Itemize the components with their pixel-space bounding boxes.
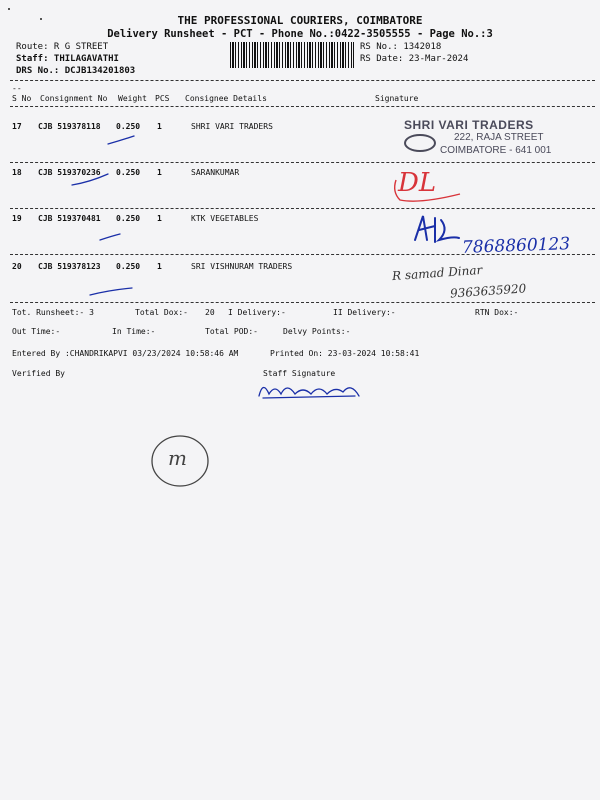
route-label: Route: R G STREET	[16, 42, 109, 52]
row-pcs: 1	[157, 168, 162, 177]
row-consignee: KTK VEGETABLES	[191, 214, 259, 223]
row-consignment: CJB 519378123	[38, 262, 101, 271]
col-header-consignment: Consignment No	[40, 94, 108, 103]
handwritten-phone: 7868860123	[461, 234, 571, 258]
company-title: THE PROFESSIONAL COURIERS, COIMBATORE	[177, 14, 423, 27]
tot-runsheet: Tot. Runsheet:- 3	[12, 308, 94, 317]
col-header-sno: S No	[12, 94, 32, 103]
rs-number: RS No.: 1342018	[360, 42, 442, 52]
staff-signature-mark	[255, 376, 370, 404]
in-time: In Time:-	[112, 327, 156, 336]
dash-mark: --	[12, 84, 22, 93]
signature-red-mark	[390, 176, 470, 206]
verified-by: Verified By	[12, 369, 65, 378]
row-consignment: CJB 519378118	[38, 122, 101, 131]
total-dox-label: Total Dox:-	[135, 308, 188, 317]
row-pcs: 1	[157, 214, 162, 223]
col-header-signature: Signature	[375, 94, 419, 103]
i-delivery: I Delivery:-	[228, 308, 286, 317]
col-header-consignee: Consignee Details	[185, 94, 267, 103]
handwritten-phone: 9363635920	[449, 281, 527, 301]
row-consignee: SHRI VARI TRADERS	[191, 122, 273, 131]
row-weight: 0.250	[116, 262, 141, 271]
row-weight: 0.250	[116, 168, 141, 177]
row-consignee: SARANKUMAR	[191, 168, 240, 177]
rs-date: RS Date: 23-Mar-2024	[360, 54, 469, 64]
rtn-dox: RTN Dox:-	[475, 308, 519, 317]
divider	[10, 302, 595, 303]
signature-scribble	[405, 210, 465, 250]
out-time: Out Time:-	[12, 327, 61, 336]
company-stamp	[398, 118, 568, 160]
row-weight: 0.250	[116, 122, 141, 131]
row-consignee: SRI VISHNURAM TRADERS	[191, 262, 293, 271]
row-pcs: 1	[157, 262, 162, 271]
divider	[10, 106, 595, 107]
runsheet-title: Delivery Runsheet - PCT - Phone No.:0422-3505555 - Page No.:3	[107, 28, 493, 40]
stamp-address: 222, RAJA STREET	[454, 132, 544, 143]
handwritten-name: R samad Dinar	[391, 262, 483, 284]
staff-signature-label: Staff Signature	[263, 369, 336, 378]
delvy-points: Delvy Points:-	[283, 327, 351, 336]
stamp-name: SHRI VARI TRADERS	[404, 118, 534, 132]
row-pcs: 1	[157, 122, 162, 131]
col-header-weight: Weight	[118, 94, 147, 103]
divider	[10, 80, 595, 81]
stamp-city: COIMBATORE - 641 001	[440, 145, 552, 156]
row-sno: 20	[12, 262, 22, 271]
row-weight: 0.250	[116, 214, 141, 223]
printed-on: Printed On: 23-03-2024 10:58:41	[270, 349, 420, 358]
row-consignment: CJB 519370236	[38, 168, 101, 177]
total-pod: Total POD:-	[205, 327, 258, 336]
drs-label: DRS No.: DCJB134201803	[16, 66, 136, 76]
speck	[8, 8, 10, 10]
total-dox-value: 20	[205, 308, 215, 317]
row-sno: 18	[12, 168, 22, 177]
stamp-logo-icon	[404, 134, 436, 152]
entered-by: Entered By :CHANDRIKAPVI 03/23/2024 10:58:46 AM	[12, 349, 239, 358]
row-sno: 17	[12, 122, 22, 131]
circled-letter: m	[168, 446, 187, 470]
staff-label: Staff: THILAGAVATHI	[16, 54, 119, 64]
row-sno: 19	[12, 214, 22, 223]
signature-initials: DL	[398, 168, 437, 198]
col-header-pcs: PCS	[155, 94, 170, 103]
pen-ticks	[60, 130, 150, 300]
barcode	[230, 42, 354, 68]
row-consignment: CJB 519370481	[38, 214, 101, 223]
ii-delivery: II Delivery:-	[333, 308, 396, 317]
